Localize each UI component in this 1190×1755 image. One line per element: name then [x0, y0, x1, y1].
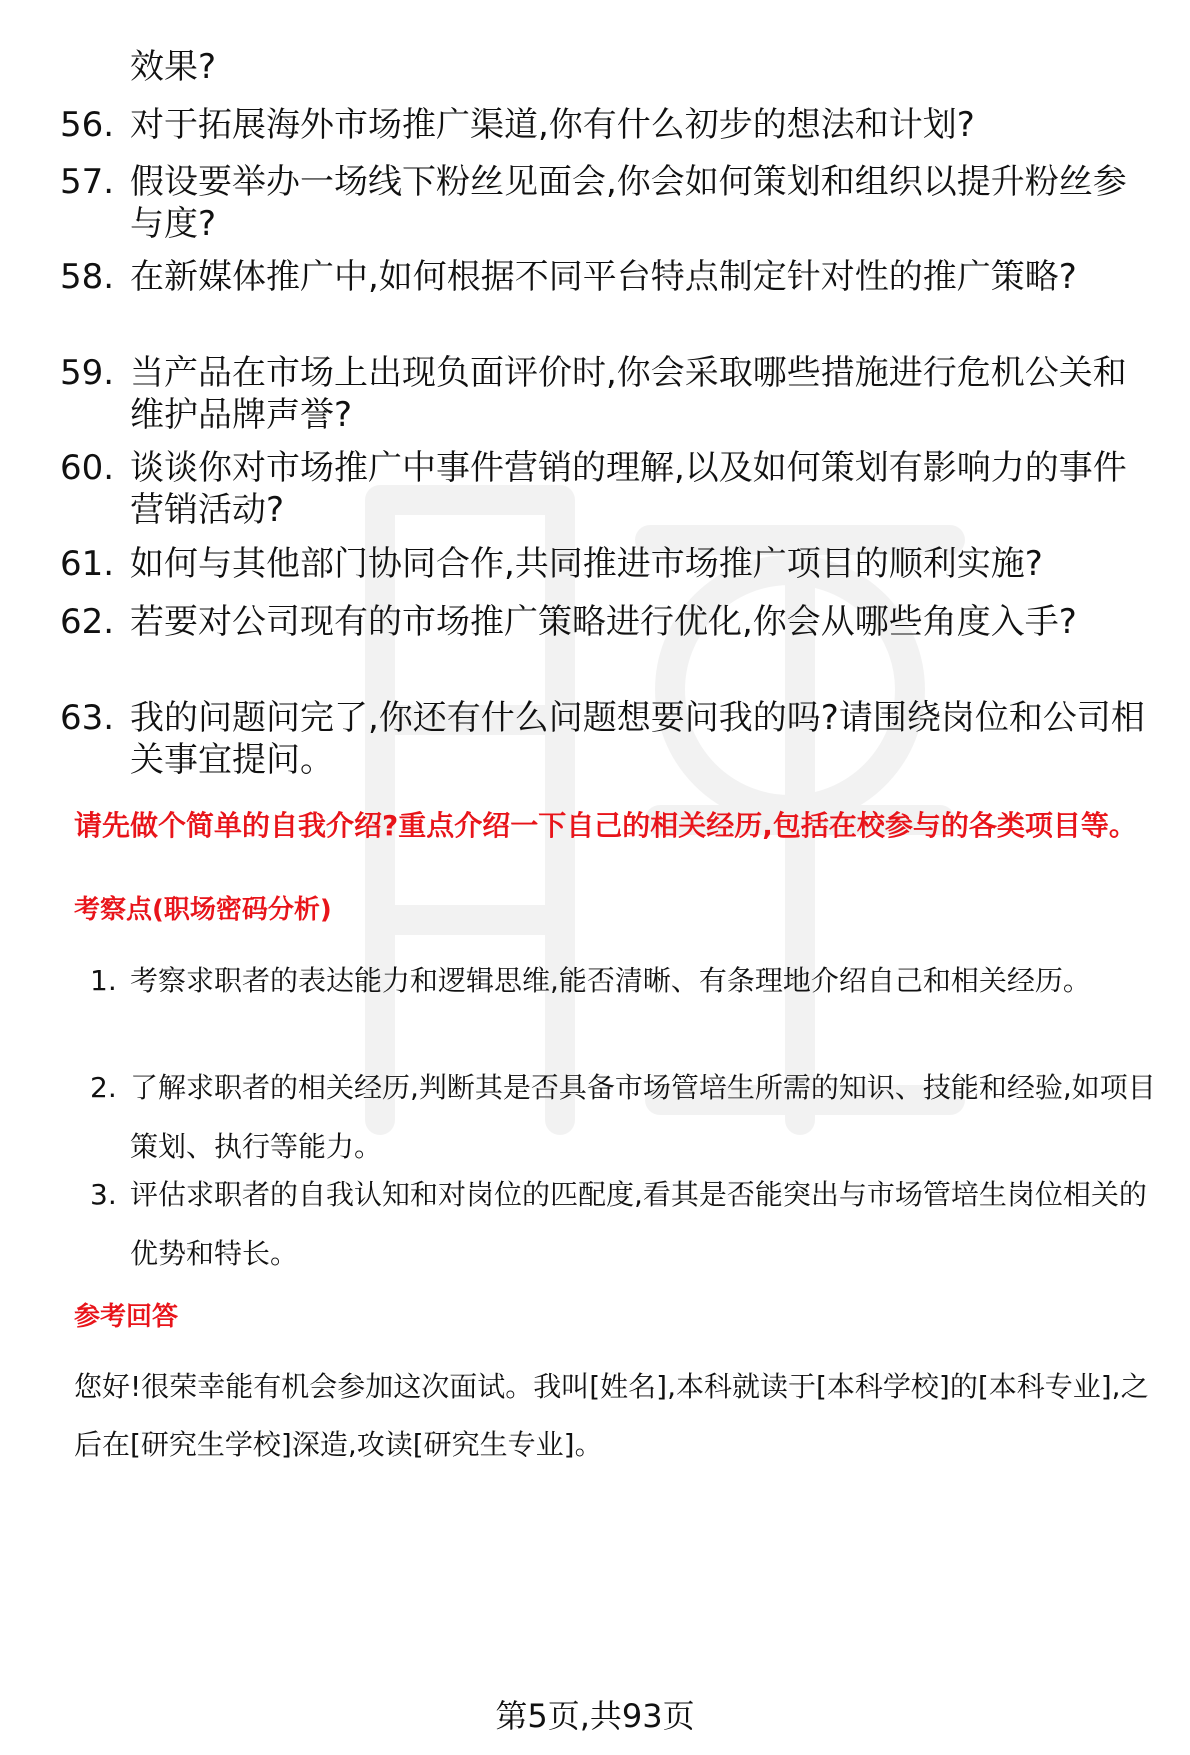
question-text: 若要对公司现有的市场推广策略进行优化,你会从哪些角度入手? [130, 602, 1077, 642]
analysis-point [90, 1165, 1170, 1283]
analysis-point [90, 951, 1170, 1010]
question-item [60, 447, 1160, 531]
page-number: 第5页,共93页 [495, 1697, 695, 1735]
question-item [60, 352, 1160, 436]
point-number: 2. [90, 1071, 117, 1104]
question-item [60, 256, 1160, 298]
point-number: 1. [90, 964, 117, 997]
point-text: 评估求职者的自我认知和对岗位的匹配度,看其是否能突出与市场管培生岗位相关的优势和特长。 [130, 1178, 1147, 1270]
question-number: 62. [60, 602, 115, 642]
question-item [60, 697, 1160, 781]
question-number: 60. [60, 448, 115, 488]
question-item [60, 543, 1160, 585]
question-text: 如何与其他部门协同合作,共同推进市场推广项目的顺利实施? [130, 544, 1043, 584]
question-number: 56. [60, 105, 115, 145]
question-number: 63. [60, 698, 115, 738]
question-item [60, 601, 1160, 643]
question-text: 假设要举办一场线下粉丝见面会,你会如何策划和组织以提升粉丝参与度? [130, 162, 1127, 244]
question-text: 在新媒体推广中,如何根据不同平台特点制定针对性的推广策略? [130, 257, 1077, 297]
question-text: 谈谈你对市场推广中事件营销的理解,以及如何策划有影响力的事件营销活动? [130, 448, 1127, 530]
section-question-heading: 请先做个简单的自我介绍?重点介绍一下自己的相关经历,包括在校参与的各类项目等。 [74, 809, 1137, 842]
question-number: 57. [60, 162, 115, 202]
question-text: 当产品在市场上出现负面评价时,你会采取哪些措施进行危机公关和维护品牌声誉? [130, 353, 1127, 435]
point-text: 了解求职者的相关经历,判断其是否具备市场管培生所需的知识、技能和经验,如项目策划、执行等能力。 [130, 1071, 1156, 1163]
answer-paragraph: 您好!很荣幸能有机会参加这次面试。我叫[姓名],本科就读于[本科学校]的[本科专业],之后在[研究生学校]深造,攻读[研究生专业]。 [74, 1370, 1149, 1461]
question-text: 对于拓展海外市场推广渠道,你有什么初步的想法和计划? [130, 105, 975, 145]
point-number: 3. [90, 1178, 117, 1211]
question-number: 58. [60, 257, 115, 297]
question-number: 61. [60, 544, 115, 584]
question-continuation [60, 46, 1160, 88]
question-continuation-text: 效果? [130, 47, 217, 87]
answer-heading: 参考回答 [74, 1302, 179, 1332]
question-item [60, 104, 1160, 146]
question-item [60, 161, 1160, 245]
analysis-point [90, 1058, 1170, 1176]
point-text: 考察求职者的表达能力和逻辑思维,能否清晰、有条理地介绍自己和相关经历。 [130, 964, 1091, 997]
question-text: 我的问题问完了,你还有什么问题想要问我的吗?请围绕岗位和公司相关事宜提问。 [130, 698, 1145, 780]
question-number: 59. [60, 353, 115, 393]
analysis-heading: 考察点(职场密码分析) [74, 895, 332, 925]
